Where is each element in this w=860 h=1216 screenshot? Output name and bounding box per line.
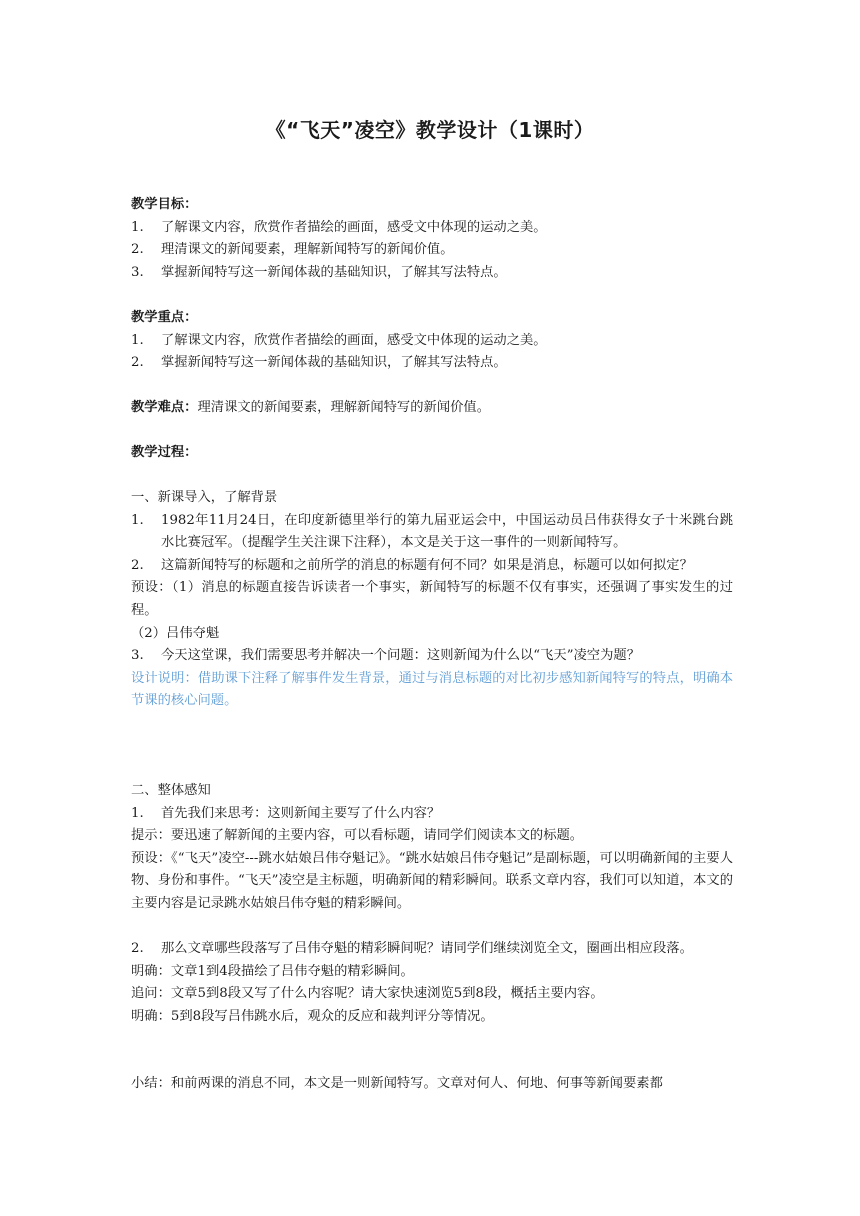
preset-paragraph: 预设：（1）消息的标题直接告诉读者一个事实，新闻特写的标题不仅有事实，还强调了事实发生的过程。	[131, 580, 733, 618]
list-text: 了解课文内容，欣赏作者描绘的画面，感受文中体现的运动之美。	[161, 332, 547, 348]
list-item	[131, 645, 733, 668]
list-text: 这篇新闻特写的标题和之前所学的消息的标题有何不同？如果是消息，标题可以如何拟定？	[161, 557, 693, 573]
list-text: 那么文章哪些段落写了吕伟夺魁的精彩瞬间呢？请同学们继续浏览全文，圈画出相应段落。	[161, 941, 693, 956]
list-number: 3.	[131, 264, 144, 280]
difficulty-section	[131, 397, 733, 420]
difficulty-text: 理清课文的新闻要素，理解新闻特写的新闻价值。	[197, 400, 491, 415]
list-number: 2.	[131, 557, 144, 573]
preset-continuation: （2）吕伟夺魁	[131, 625, 220, 641]
difficulty-label: 教学难点：	[131, 400, 198, 415]
list-item	[131, 330, 733, 353]
design-note: 设计说明：借助课下注释了解事件发生背景，通过与消息标题的对比初步感知新闻特写的特点，明确本节课的核心问题。	[131, 670, 733, 709]
list-item	[131, 803, 733, 826]
list-number: 2.	[131, 242, 144, 258]
list-text: 今天这堂课，我们需要思考并解决一个问题：这则新闻为什么以“飞天”凌空为题？	[161, 648, 640, 664]
objectives-section	[131, 194, 733, 284]
key-points-section	[131, 307, 733, 375]
list-item	[131, 239, 733, 262]
section-heading: 一、新课导入，了解背景	[131, 490, 278, 505]
summary-paragraph: 小结：和前两课的消息不同，本文是一则新闻特写。文章对何人、何地、何事等新闻要素都	[131, 1076, 663, 1091]
process-heading: 教学过程：	[131, 445, 198, 460]
list-item	[131, 217, 733, 240]
key-points-heading: 教学重点：	[131, 310, 198, 325]
list-text: 理清课文的新闻要素，理解新闻特写的新闻价值。	[161, 242, 454, 258]
section-two	[131, 780, 733, 916]
list-text: 掌握新闻特写这一新闻体裁的基础知识，了解其写法特点。	[161, 355, 507, 371]
list-text: 掌握新闻特写这一新闻体裁的基础知识，了解其写法特点。	[161, 264, 507, 280]
objectives-heading: 教学目标：	[131, 197, 198, 212]
list-number: 1.	[131, 332, 144, 348]
list-item	[131, 352, 733, 375]
list-text: 1982年11月24日，在印度新德里举行的第九届亚运会中，中国运动员吕伟获得女子十米跳台跳水比赛冠军。（提醒学生关注课下注释），本文是关于这一事件的一则新闻特写。	[161, 512, 733, 551]
hint-paragraph: 提示：要迅速了解新闻的主要内容，可以看标题，请同学们阅读本文的标题。	[131, 828, 584, 844]
list-number: 1.	[131, 805, 144, 821]
list-item	[131, 555, 733, 578]
list-number: 2.	[131, 941, 144, 956]
list-number: 3.	[131, 648, 144, 664]
followup-paragraph: 追问：文章5到8段又写了什么内容呢？请大家快速浏览5到8段，概括主要内容。	[131, 986, 604, 1002]
list-number: 1.	[131, 512, 144, 528]
list-number: 2.	[131, 355, 144, 371]
clarify-paragraph: 明确：文章1到4段描绘了吕伟夺魁的精彩瞬间。	[131, 963, 414, 979]
process-heading-block	[131, 442, 733, 465]
list-text: 首先我们来思考：这则新闻主要写了什么内容？	[161, 805, 441, 821]
section-heading: 二、整体感知	[131, 783, 211, 798]
list-item	[131, 510, 733, 555]
list-item	[131, 262, 733, 285]
list-number: 1.	[131, 219, 144, 235]
list-text: 了解课文内容，欣赏作者描绘的画面，感受文中体现的运动之美。	[161, 219, 547, 235]
list-item	[131, 938, 733, 961]
summary-block	[131, 1073, 733, 1096]
page-title: 《“飞天”凌空》教学设计（1课时）	[265, 118, 595, 142]
preset-paragraph: 预设：《“飞天”凌空---跳水姑娘吕伟夺魁记》。“跳水姑娘吕伟夺魁记”是副标题，可以明确新闻的主要人物、身份和事件。“飞天”凌空是主标题，明确新闻的精彩瞬间。联系文章内容，我们可以知道，本文的主要内容是记录跳水姑娘吕伟夺魁的精彩瞬间。	[131, 850, 733, 911]
section-one	[131, 487, 733, 713]
clarify-paragraph: 明确：5到8段写吕伟跳水后，观众的反应和裁判评分等情况。	[131, 1008, 494, 1024]
section-two-continued	[131, 938, 733, 1028]
